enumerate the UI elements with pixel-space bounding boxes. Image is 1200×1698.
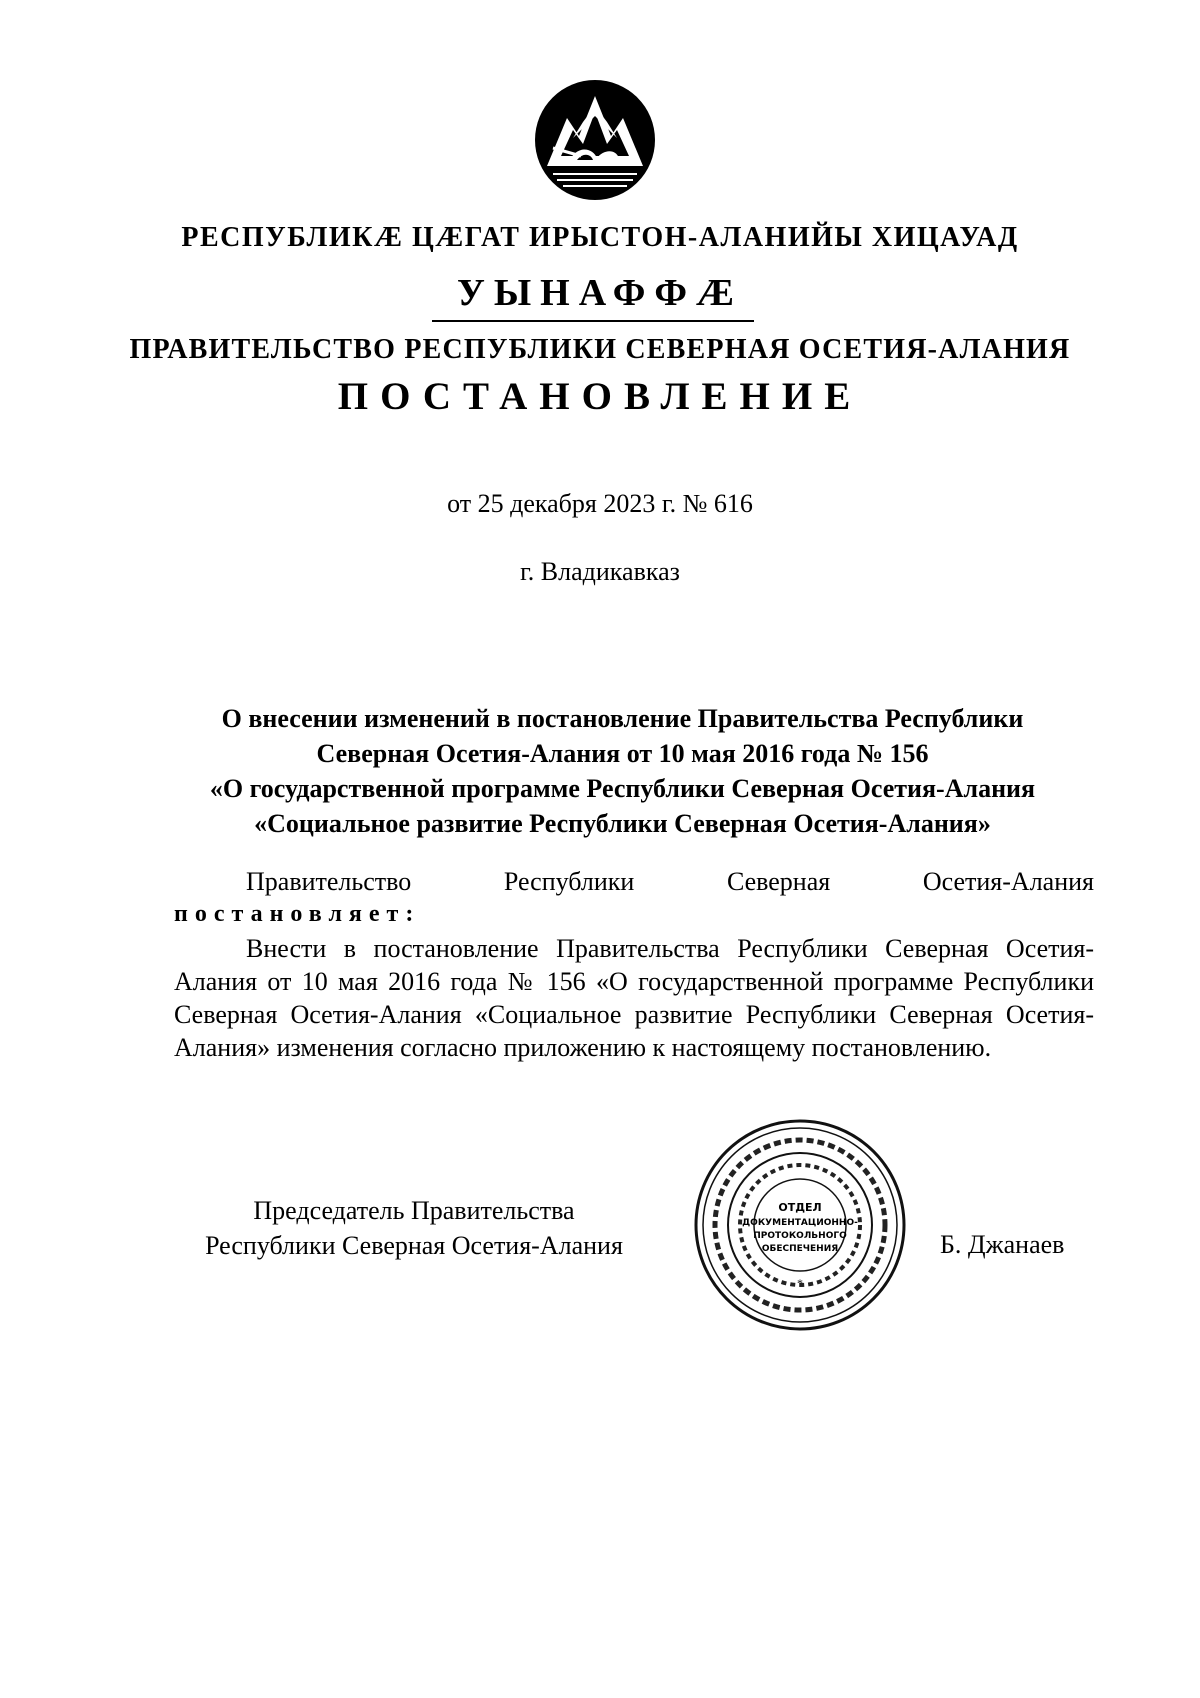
decree-subject <box>150 701 1095 841</box>
svg-text:*: * <box>797 1276 803 1290</box>
preamble-line <box>174 867 1094 897</box>
subject-line: «Социальное развитие Республики Северная Осетия-Алания» <box>254 809 991 838</box>
subject-line: Северная Осетия-Алания от 10 мая 2016 года № 156 <box>316 739 929 768</box>
stamp-center-line: ОБЕСПЕЧЕНИЯ <box>761 1244 839 1254</box>
signatory-name: Б. Джанаев <box>940 1230 1065 1259</box>
russian-decree-heading: ПОСТАНОВЛЕНИЕ <box>337 375 863 418</box>
resolves-word: постановляет: <box>174 901 421 927</box>
preamble-word: Республики <box>503 867 635 896</box>
ossetian-government-title: РЕСПУБЛИКӔ ЦӔГАТ ИРЫСТОН-АЛАНИЙЫ ХИЦАУАД <box>181 222 1019 253</box>
decree-date-number: от 25 декабря 2023 г. № 616 <box>447 489 753 518</box>
stamp-center-line: ПРОТОКОЛЬНОГО <box>753 1231 847 1241</box>
russian-government-title: ПРАВИТЕЛЬСТВО РЕСПУБЛИКИ СЕВЕРНАЯ ОСЕТИЯ-АЛАНИЯ <box>129 334 1071 365</box>
preamble-word: Осетия-Алания <box>922 867 1094 896</box>
heading-divider <box>432 320 754 322</box>
subject-line: О внесении изменений в постановление Правительства Республики <box>221 704 1024 733</box>
ossetian-decree-heading: УЫНАФФӔ <box>456 272 744 314</box>
preamble-word: Северная <box>726 867 831 896</box>
decree-body-text: Внести в постановление Правительства Республики Северная Осетия-Алания от 10 мая 2016 года № 156 «О государственной программе Республики Северная Осетия-Алания «Социальное развитие Республики Северная Осетия-Алания» изменения согласно приложению к настоящему постановлению. <box>174 934 1094 1062</box>
preamble-word: Правительство <box>246 867 412 896</box>
signatory-role-line: Республики Северная Осетия-Алания <box>205 1231 623 1260</box>
signatory-role-line: Председатель Правительства <box>253 1196 575 1225</box>
stamp-center-line: ДОКУМЕНТАЦИОННО- <box>742 1218 858 1228</box>
stamp-center-line: ОТДЕЛ <box>778 1201 822 1214</box>
decree-city: г. Владикавказ <box>520 557 680 586</box>
official-seal-stamp <box>690 1115 910 1335</box>
subject-line: «О государственной программе Республики Северная Осетия-Алания <box>209 774 1036 803</box>
coat-of-arms-emblem <box>533 78 657 202</box>
signatory-role <box>184 1193 644 1263</box>
